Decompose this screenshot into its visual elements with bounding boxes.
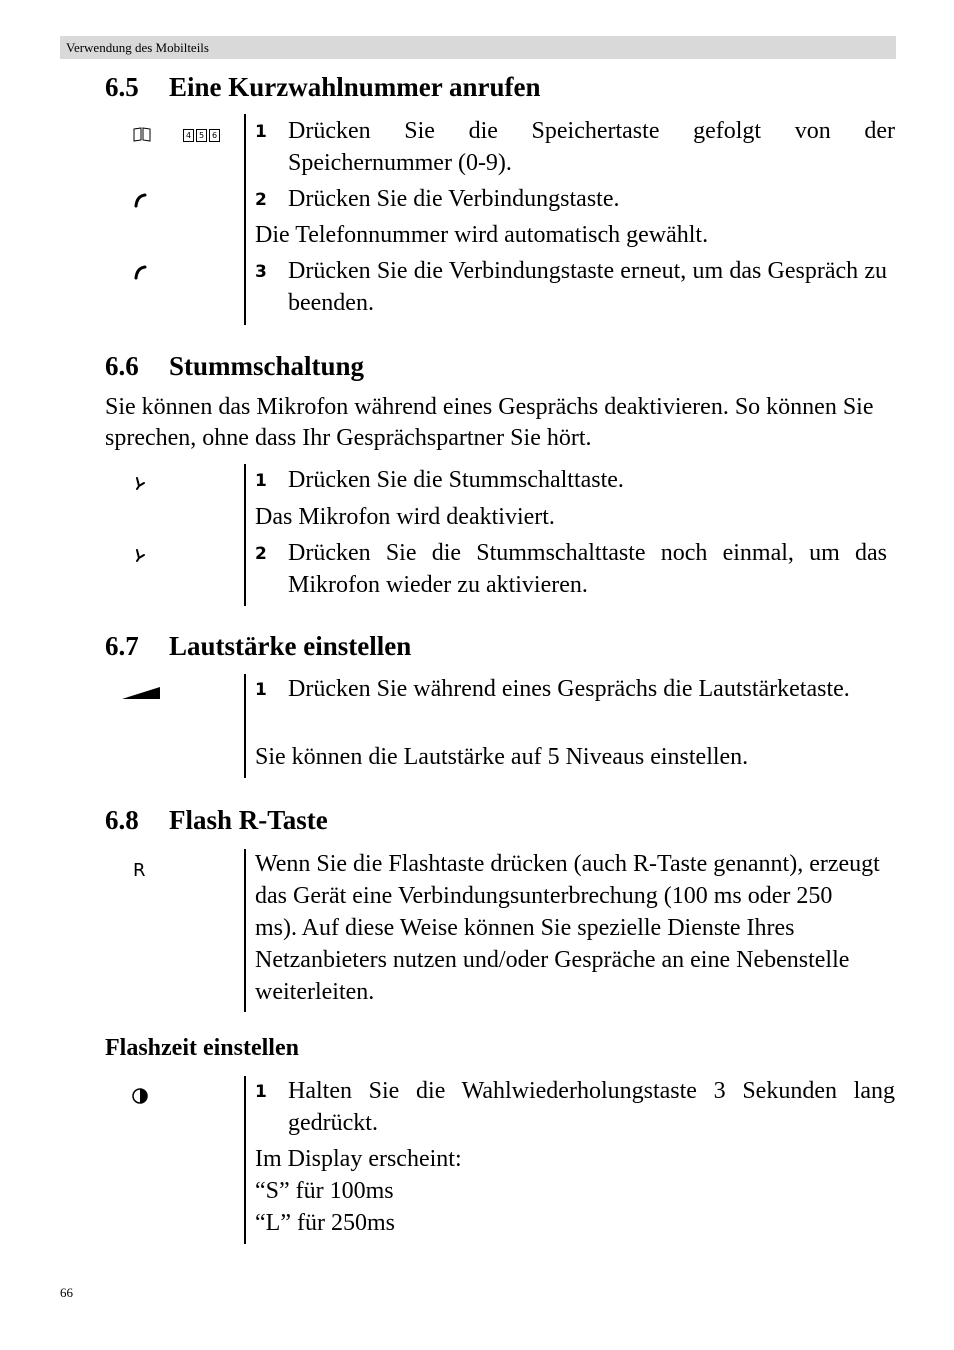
step-note: Sie können die Lautstärke auf 5 Niveaus einstellen. bbox=[255, 744, 749, 770]
section-title: Lautstärke einstellen bbox=[169, 631, 412, 661]
section-title: Stummschaltung bbox=[169, 351, 365, 381]
section-heading-6-8 bbox=[105, 805, 328, 836]
step-text: Drücken Sie die Verbindungstaste erneut, um das Gespräch zu beenden. bbox=[288, 258, 887, 316]
section-heading-6-5 bbox=[105, 72, 541, 103]
display-line: Im Display erscheint: bbox=[255, 1146, 462, 1172]
step-item bbox=[255, 673, 895, 705]
display-line: “L” für 250ms bbox=[255, 1210, 395, 1236]
step-text: Halten Sie die Wahlwiederholungstaste 3 Sekunden lang gedrückt. bbox=[288, 1078, 895, 1136]
section-number: 6.6 bbox=[105, 351, 139, 381]
section-number: 6.7 bbox=[105, 631, 139, 661]
step-rule bbox=[244, 114, 246, 325]
step-item bbox=[255, 464, 895, 496]
book-icon bbox=[133, 126, 151, 146]
key-5: 5 bbox=[196, 129, 207, 142]
step-number: 1 bbox=[255, 680, 267, 700]
key-4: 4 bbox=[183, 129, 194, 142]
step-item bbox=[255, 115, 895, 179]
section-heading-6-6 bbox=[105, 351, 364, 382]
section-title: Flash R-Taste bbox=[169, 805, 328, 835]
header-title: Verwendung des Mobilteils bbox=[66, 40, 209, 55]
section-heading-6-7 bbox=[105, 631, 411, 662]
step-number: 2 bbox=[255, 190, 267, 210]
mute-icon bbox=[133, 474, 147, 496]
step-text: Drücken Sie die Speichertaste gefolgt von der Speichernummer (0-9). bbox=[288, 118, 895, 176]
call-icon bbox=[133, 192, 147, 214]
step-rule bbox=[244, 1076, 246, 1244]
section-number: 6.8 bbox=[105, 805, 139, 835]
step-number: 2 bbox=[255, 544, 267, 564]
redial-icon bbox=[130, 1087, 150, 1109]
call-icon bbox=[133, 264, 147, 286]
step-text: Drücken Sie die Stummschalttaste. bbox=[288, 467, 624, 493]
step-item bbox=[255, 183, 895, 215]
display-line: “S” für 100ms bbox=[255, 1178, 394, 1204]
step-number: 1 bbox=[255, 1082, 267, 1102]
step-note: Die Telefonnummer wird automatisch gewählt. bbox=[255, 222, 709, 248]
step-number: 3 bbox=[255, 262, 267, 282]
step-item bbox=[255, 255, 887, 319]
mute-icon bbox=[133, 546, 147, 568]
step-rule bbox=[244, 849, 246, 1012]
page-number: 66 bbox=[60, 1285, 73, 1300]
step-item bbox=[255, 537, 887, 601]
step-text: Drücken Sie die Verbindungstaste. bbox=[288, 186, 620, 212]
volume-icon bbox=[121, 684, 161, 704]
section-title: Eine Kurzwahlnummer anrufen bbox=[169, 72, 541, 102]
r-key-icon: R bbox=[133, 860, 146, 881]
section-number: 6.5 bbox=[105, 72, 139, 102]
step-rule bbox=[244, 674, 246, 778]
section-paragraph: Wenn Sie die Flashtaste drücken (auch R-Taste genannt), erzeugt das Gerät eine Verbindungsunterbrechung (100 ms oder 250 ms). Auf diese Weise können Sie spezielle Dienste Ihres Netzanbieters nutzen und/oder Gespräche an eine Nebenstelle weiterleiten. bbox=[255, 851, 880, 1005]
subsection-title: Flashzeit einstellen bbox=[105, 1035, 299, 1061]
step-note: Das Mikrofon wird deaktiviert. bbox=[255, 504, 555, 530]
step-text: Drücken Sie die Stummschalttaste noch einmal, um das Mikrofon wieder zu aktivieren. bbox=[288, 540, 887, 598]
section-intro: Sie können das Mikrofon während eines Gesprächs deaktivieren. So können Sie sprechen, ohne dass Ihr Gesprächspartner Sie hört. bbox=[105, 394, 874, 451]
step-number: 1 bbox=[255, 471, 267, 491]
memory-keys bbox=[183, 129, 220, 142]
step-text: Drücken Sie während eines Gesprächs die Lautstärketaste. bbox=[288, 676, 850, 702]
step-item bbox=[255, 1075, 895, 1139]
step-rule bbox=[244, 464, 246, 606]
step-number: 1 bbox=[255, 122, 267, 142]
page-header bbox=[60, 36, 896, 59]
key-6: 6 bbox=[209, 129, 220, 142]
